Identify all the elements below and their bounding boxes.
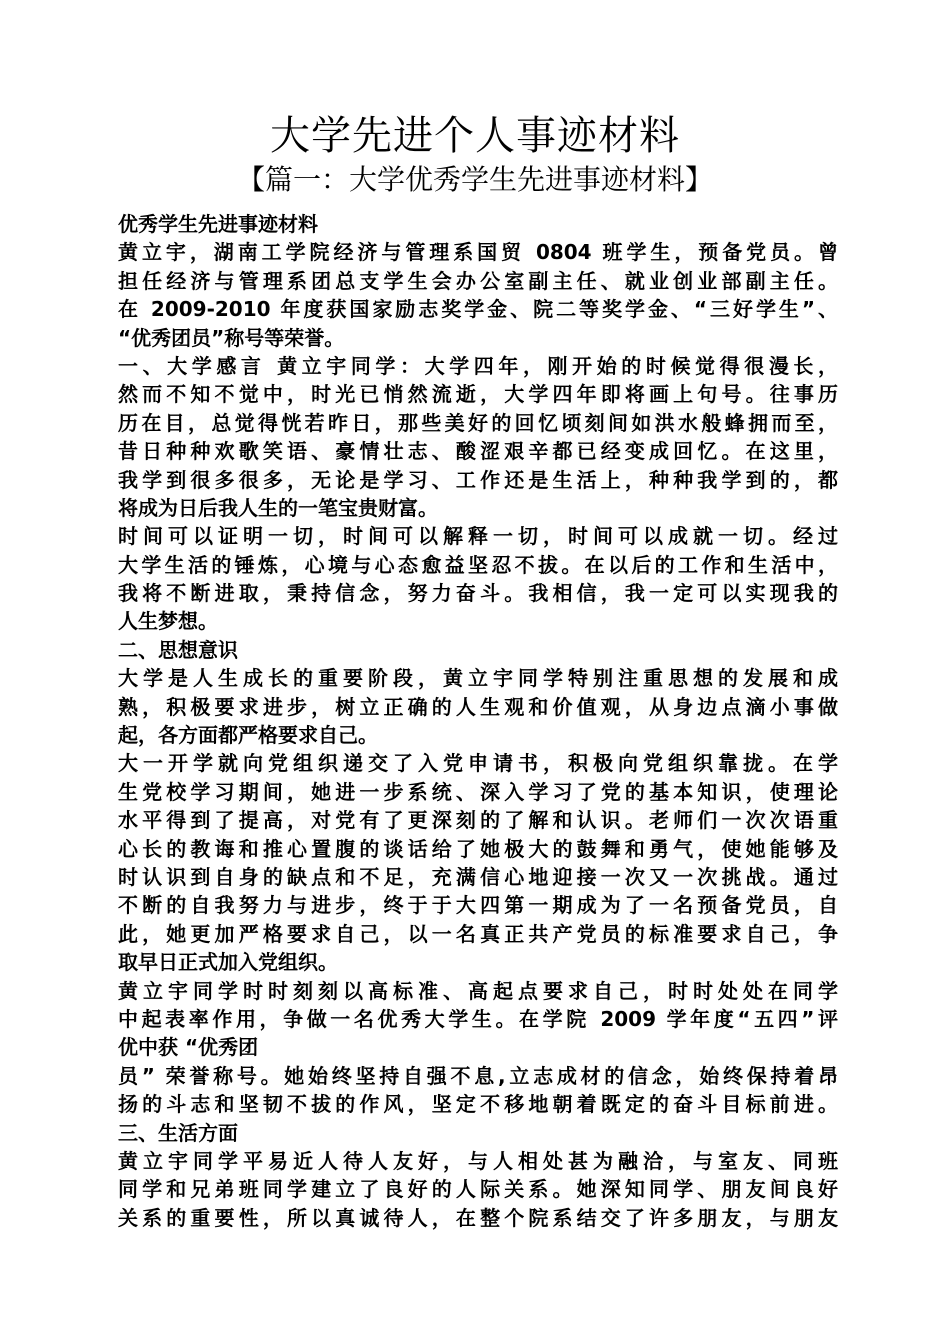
text-line: “优秀团员”称号等荣誉。	[118, 325, 345, 350]
text-line: 担任经济与管理系团总支学生会办公室副主任、就业创业部副主任。	[118, 268, 838, 293]
document-subtitle: 【篇一：大学优秀学生先进事迹材料】	[236, 163, 713, 196]
text-line: 生党校学习期间，她进一步系统、深入学习了党的基本知识，使理论	[118, 779, 838, 804]
text-line: 起，各方面都严格要求自己。	[118, 723, 378, 748]
text-line: 此，她更加严格要求自己，以一名真正共产党员的标准要求自己，争	[118, 921, 838, 946]
text-line: 扬的斗志和坚韧不拔的作风，坚定不移地朝着既定的奋斗目标前进。	[118, 1092, 838, 1117]
text-line: 昔日种种欢歌笑语、豪情壮志、酸涩艰辛都已经变成回忆。在这里，	[118, 439, 838, 464]
text-line: 中起表率作用，争做一名优秀大学生。在学院 2009 学年度“五四”评	[118, 1006, 838, 1031]
text-line: 水平得到了提高，对党有了更深刻的了解和认识。老师们一次次语重	[118, 808, 838, 833]
text-line: 我将不断进取，秉持信念，努力奋斗。我相信，我一定可以实现我的	[118, 581, 838, 606]
document-body	[118, 210, 838, 1232]
text-line: 我学到很多很多，无论是学习、工作还是生活上，种种我学到的，都	[118, 467, 838, 492]
document-title: 大学先进个人事迹材料	[270, 113, 680, 159]
text-line: 人生梦想。	[118, 609, 218, 634]
text-line: 时认识到自身的缺点和不足，充满信心地迎接一次又一次挑战。通过	[118, 864, 838, 889]
text-line: 不断的自我努力与进步，终于于大四第一期成为了一名预备党员，自	[118, 893, 838, 918]
text-line: 关系的重要性，所以真诚待人，在整个院系结交了许多朋友，与朋友	[118, 1205, 838, 1230]
text-line: 黄立宇，湖南工学院经济与管理系国贸 0804 班学生，预备党员。曾	[118, 240, 838, 265]
text-line: 二、思想意识	[118, 637, 238, 662]
text-line: 将成为日后我人生的一笔宝贵财富。	[118, 495, 438, 520]
text-line: 同学和兄弟班同学建立了良好的人际关系。她深知同学、朋友间良好	[118, 1177, 838, 1202]
text-line: 取早日正式加入党组织。	[118, 950, 338, 975]
text-line: 历在目，总觉得恍若昨日，那些美好的回忆顷刻间如洪水般蜂拥而至，	[118, 410, 838, 435]
text-line: 大学是人生成长的重要阶段，黄立宇同学特别注重思想的发展和成	[118, 666, 838, 691]
text-line: 大一开学就向党组织递交了入党申请书，积极向党组织靠拢。在学	[118, 751, 838, 776]
text-line: 员” 荣誉称号。她始终坚持自强不息,立志成材的信念，始终保持着昂	[118, 1063, 838, 1088]
text-line: 大学生活的锤炼，心境与心态愈益坚忍不拔。在以后的工作和生活中，	[118, 552, 838, 577]
text-line: 在 2009-2010 年度获国家励志奖学金、院二等奖学金、“三好学生”、	[118, 297, 838, 322]
text-line: 优秀学生先进事迹材料	[118, 212, 318, 236]
text-line: 优中获 “优秀团	[118, 1035, 259, 1060]
text-line: 黄立宇同学时时刻刻以高标准、高起点要求自己，时时处处在同学	[118, 978, 838, 1003]
text-line: 一、大学感言 黄立宇同学：大学四年，刚开始的时候觉得很漫长，	[118, 353, 838, 378]
text-line: 熟，积极要求进步，树立正确的人生观和价值观，从身边点滴小事做	[118, 694, 838, 719]
text-line: 时间可以证明一切，时间可以解释一切，时间可以成就一切。经过	[118, 524, 838, 549]
text-line: 心长的教诲和推心置腹的谈话给了她极大的鼓舞和勇气，使她能够及	[118, 836, 838, 861]
text-line: 三、生活方面	[118, 1120, 238, 1145]
text-line: 黄立宇同学平易近人待人友好，与人相处甚为融洽，与室友、同班	[118, 1148, 838, 1173]
text-line: 然而不知不觉中，时光已悄然流逝，大学四年即将画上句号。往事历	[118, 382, 838, 407]
